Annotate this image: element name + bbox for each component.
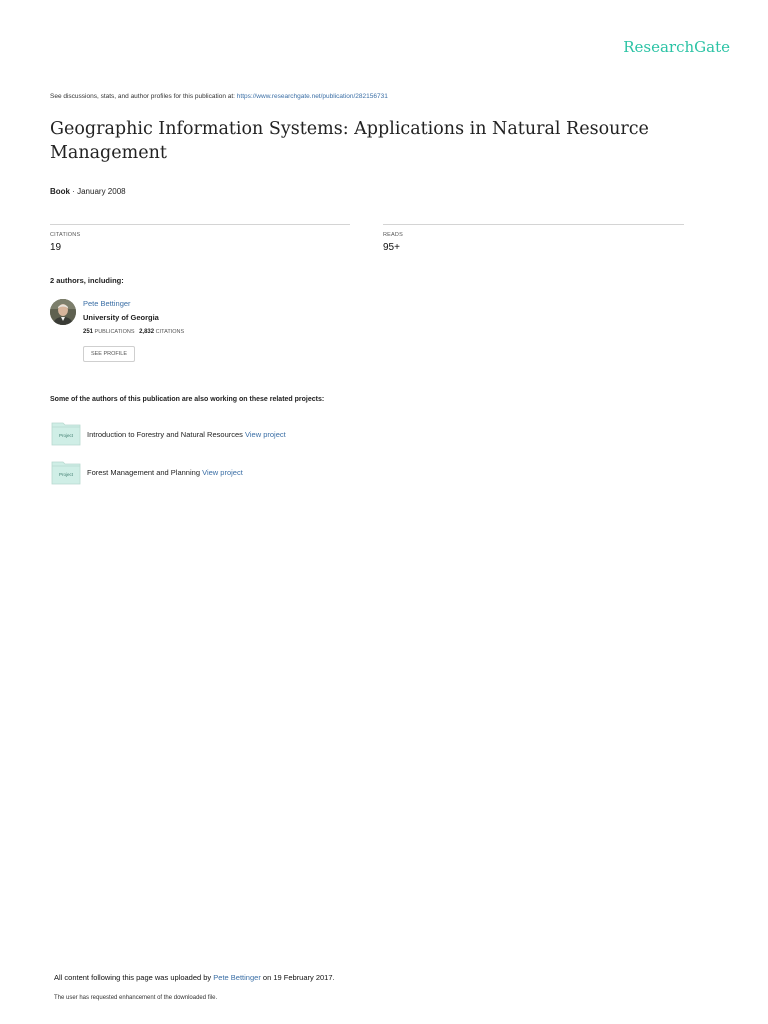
discussions-text: See discussions, stats, and author profiles for this publication at: bbox=[50, 93, 237, 100]
project-title: Introduction to Forestry and Natural Resources bbox=[87, 430, 245, 439]
publication-title: Geographic Information Systems: Applications in Natural Resource Management bbox=[50, 119, 649, 163]
reads-label: READS bbox=[383, 232, 403, 238]
upload-prefix: All content following this page was uploaded by bbox=[54, 973, 214, 982]
author-name-link[interactable]: Pete Bettinger bbox=[83, 299, 131, 308]
related-projects-label: Some of the authors of this publication are also working on these related projects: bbox=[50, 396, 325, 403]
project-item bbox=[87, 468, 243, 477]
researchgate-logo[interactable]: ResearchGate bbox=[623, 38, 730, 56]
discussions-line bbox=[50, 93, 388, 100]
author-citations-label: CITATIONS bbox=[155, 329, 185, 335]
uploader-link[interactable]: Pete Bettinger bbox=[213, 973, 261, 982]
author-photo bbox=[50, 299, 76, 325]
author-citations-count: 2,832 bbox=[139, 329, 155, 335]
enhancement-note: The user has requested enhancement of the downloaded file. bbox=[54, 995, 218, 1001]
citations-value: 19 bbox=[50, 242, 62, 253]
meta-separator: · bbox=[70, 187, 78, 196]
citations-divider bbox=[50, 224, 350, 225]
reads-value: 95+ bbox=[383, 242, 400, 253]
publication-url-link[interactable]: https://www.researchgate.net/publication/282156731 bbox=[236, 93, 388, 100]
upload-notice bbox=[54, 973, 335, 982]
view-project-link[interactable]: View project bbox=[245, 430, 286, 439]
project-icon bbox=[51, 422, 81, 446]
author-avatar[interactable] bbox=[50, 299, 76, 325]
publications-count: 251 bbox=[83, 329, 94, 335]
author-stats bbox=[83, 329, 184, 335]
project-icon-label: Project bbox=[58, 472, 74, 477]
view-project-link[interactable]: View project bbox=[202, 468, 243, 477]
citations-label: CITATIONS bbox=[50, 232, 81, 238]
upload-suffix: on 19 February 2017. bbox=[260, 973, 335, 982]
reads-divider bbox=[383, 224, 684, 225]
see-profile-button[interactable]: SEE PROFILE bbox=[83, 346, 135, 362]
publication-date: January 2008 bbox=[77, 187, 126, 196]
publications-label: PUBLICATIONS bbox=[94, 329, 135, 335]
publication-type: Book bbox=[50, 187, 70, 196]
authors-label: 2 authors, including: bbox=[50, 276, 124, 285]
project-icon-label: Project bbox=[58, 433, 74, 438]
project-icon bbox=[51, 461, 81, 485]
project-title: Forest Management and Planning bbox=[87, 468, 203, 477]
project-item bbox=[87, 430, 286, 439]
publication-meta bbox=[50, 187, 126, 196]
author-institution: University of Georgia bbox=[83, 313, 159, 322]
